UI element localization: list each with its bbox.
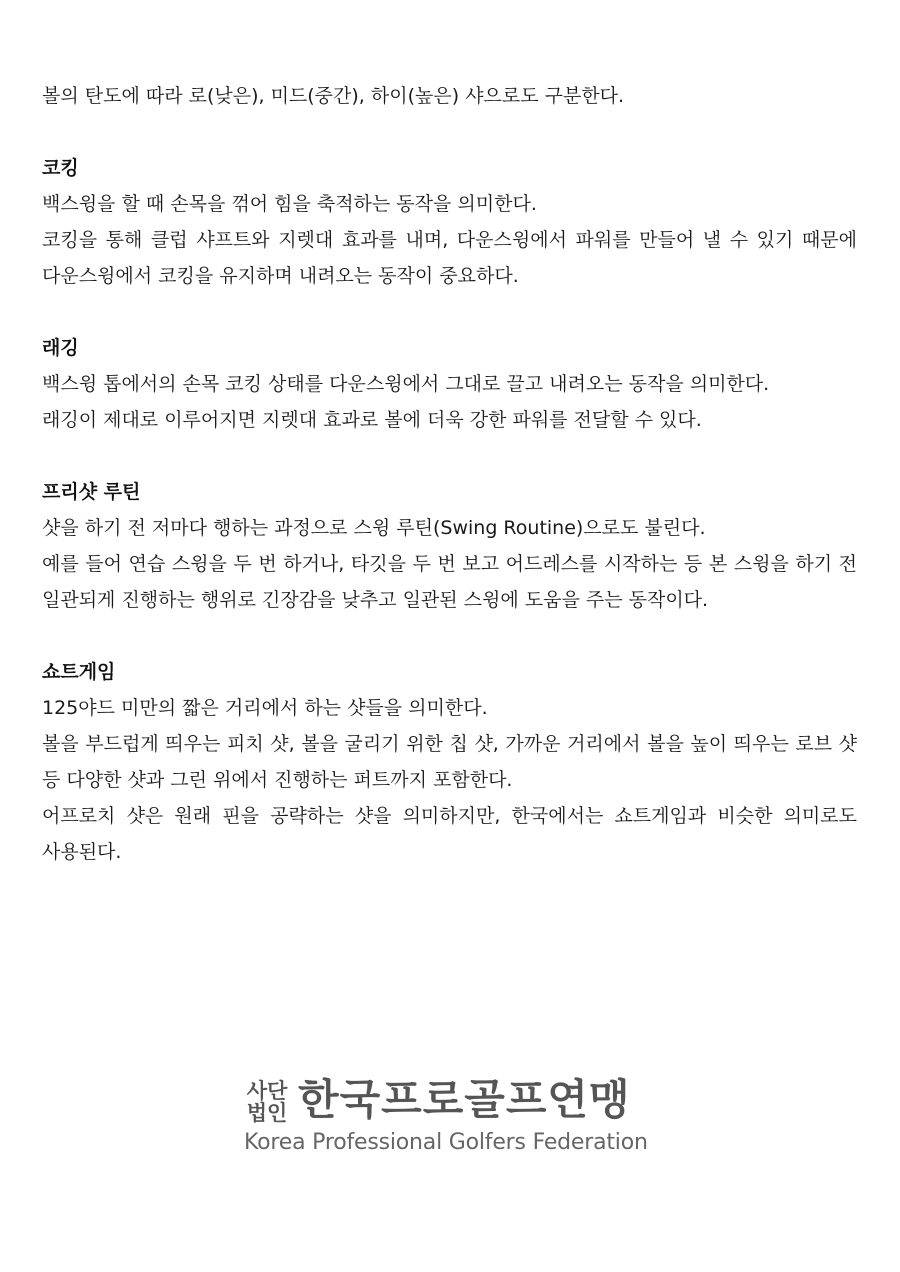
section-paragraph: 예를 들어 연습 스윙을 두 번 하거나, 타깃을 두 번 보고 어드레스를 시작하는 등 본 스윙을 하기 전 일관되게 진행하는 행위로 긴장감을 낮추고 일관된 스윙에 도움을 주는 동작이다. xyxy=(42,553,857,611)
section-paragraph: 래깅이 제대로 이루어지면 지렛대 효과로 볼에 더욱 강한 파워를 전달할 수 있다. xyxy=(42,409,702,431)
section-title: 래깅 xyxy=(42,337,79,359)
document-body xyxy=(42,78,857,870)
section-title: 프리샷 루틴 xyxy=(42,481,141,503)
section-paragraph: 볼을 부드럽게 띄우는 피치 샷, 볼을 굴리기 위한 칩 샷, 가까운 거리에서 볼을 높이 띄우는 로브 샷 등 다양한 샷과 그린 위에서 진행하는 퍼트까지 포함한다. xyxy=(42,733,857,791)
section-paragraph: 어프로치 샷은 원래 핀을 공략하는 샷을 의미하지만, 한국에서는 쇼트게임과 비슷한 의미로도 사용된다. xyxy=(42,805,857,863)
section-paragraph: 백스윙을 할 때 손목을 꺾어 힘을 축적하는 동작을 의미한다. xyxy=(42,193,537,215)
logo-name-english: Korea Professional Golfers Federation xyxy=(244,1130,648,1155)
section-short-game xyxy=(42,654,857,870)
kpgf-logo xyxy=(244,1075,664,1158)
section-lagging xyxy=(42,330,857,438)
section-title: 코킹 xyxy=(42,157,79,179)
section-paragraph: 125야드 미만의 짧은 거리에서 하는 샷들을 의미한다. xyxy=(42,697,488,719)
logo-prefix xyxy=(244,1080,290,1124)
section-paragraph: 샷을 하기 전 저마다 행하는 과정으로 스윙 루틴(Swing Routine)으로도 불린다. xyxy=(42,517,706,539)
section-preshot-routine xyxy=(42,474,857,618)
section-paragraph: 백스윙 톱에서의 손목 코킹 상태를 다운스윙에서 그대로 끌고 내려오는 동작을 의미한다. xyxy=(42,373,770,395)
intro-paragraph: 볼의 탄도에 따라 로(낮은), 미드(중간), 하이(높은) 샤으로도 구분한다. xyxy=(42,85,625,107)
logo-name-korean: 한국프로골프연맹 xyxy=(298,1075,631,1124)
section-title: 쇼트게임 xyxy=(42,661,116,683)
logo-prefix-line1: 사단 xyxy=(246,1079,288,1103)
section-cocking xyxy=(42,150,857,294)
logo-prefix-line2: 법인 xyxy=(246,1101,288,1125)
section-paragraph: 코킹을 통해 클럽 샤프트와 지렛대 효과를 내며, 다운스윙에서 파워를 만들어 낼 수 있기 때문에 다운스윙에서 코킹을 유지하며 내려오는 동작이 중요하다. xyxy=(42,229,857,287)
